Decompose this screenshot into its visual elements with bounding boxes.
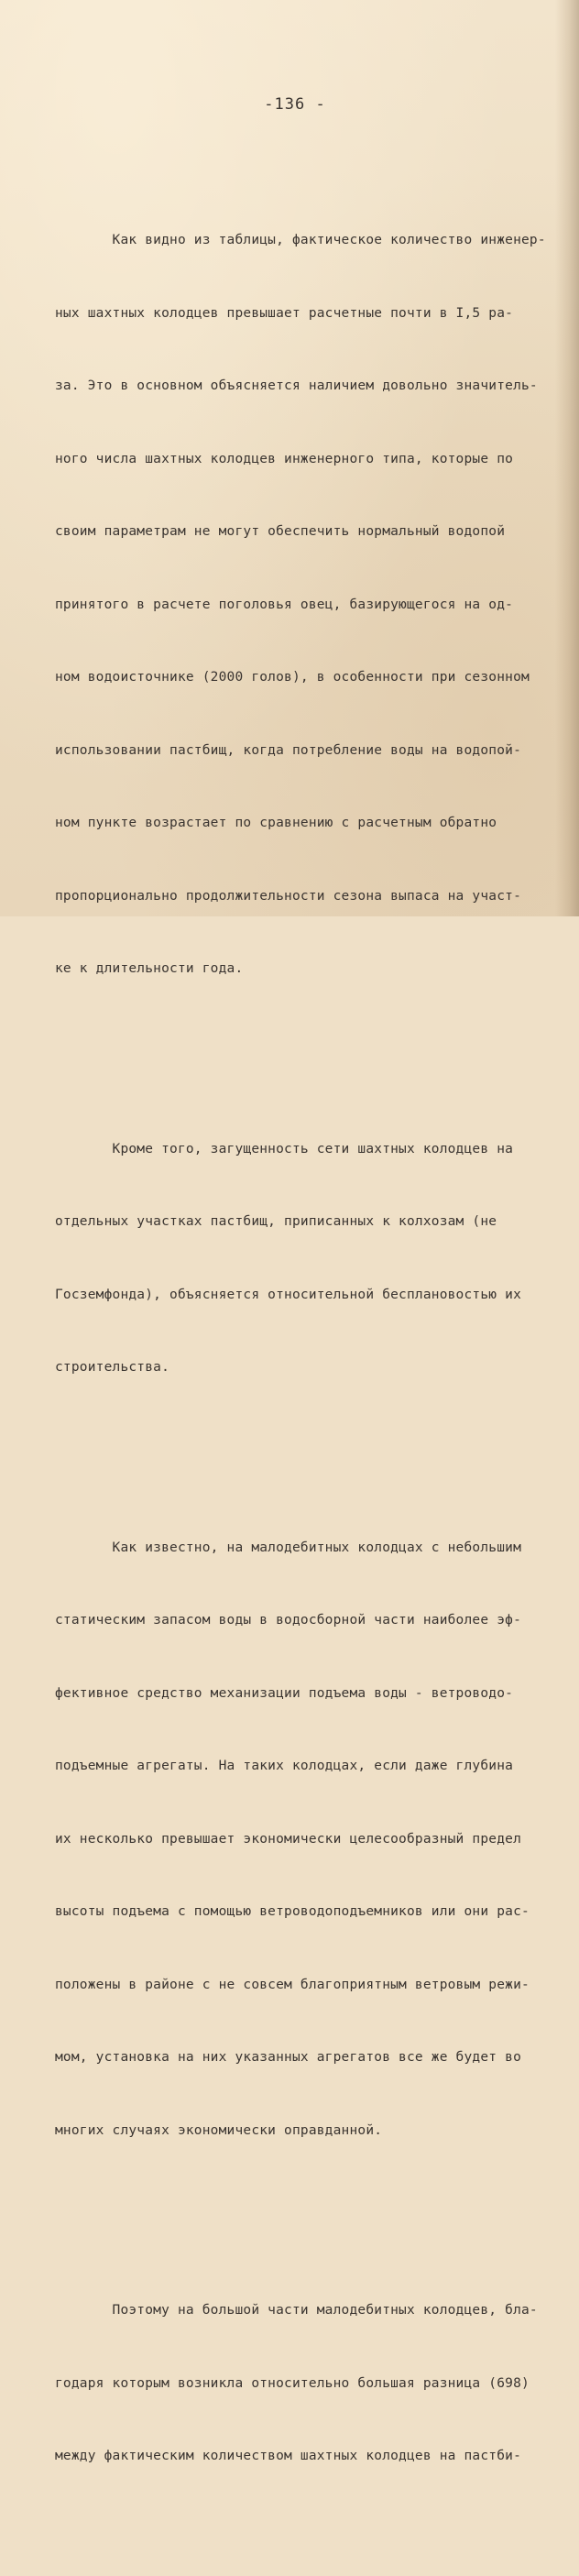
text-line: ном водоисточнике (2000 голов), в особенности при сезонном xyxy=(55,670,530,685)
text-line: за. Это в основном объясняется наличием довольно значитель- xyxy=(55,378,538,393)
paragraph-2 xyxy=(55,1089,521,1429)
text-line: их несколько превышает экономически целесообразный предел xyxy=(55,1831,521,1847)
text-line: между фактическим количеством шахтных колодцев на пастби- xyxy=(55,2449,521,2463)
page-edge-shadow xyxy=(555,0,579,916)
text-line: Поэтому на большой части малодебитных колодцев, бла- xyxy=(55,2303,538,2318)
text-line: мом, установка на них указанных агрегатов все же будет во xyxy=(55,2050,521,2065)
text-line: строительства. xyxy=(55,1360,170,1375)
paragraph-3 xyxy=(55,1487,530,2192)
paragraph-1 xyxy=(55,180,546,1030)
text-line: отдельных участках пастбищ, приписанных к колхозам (не xyxy=(55,1214,497,1229)
text-line: ного числа шахтных колодцев инженерного типа, которые по xyxy=(55,451,514,466)
text-line: годаря которым возникла относительно большая разница (698) xyxy=(55,2375,530,2391)
text-line: многих случаях экономически оправданной. xyxy=(55,2122,383,2138)
text-line: Госземфонда), объясняется относительной бесплановостью их xyxy=(55,1287,521,1302)
text-line: принятого в расчете поголовья овец, базирующегося на од- xyxy=(55,597,514,612)
text-line: пропорционально продолжительности сезона выпаса на участ- xyxy=(55,888,521,904)
text-line: положены в районе с не совсем благоприятным ветровым режи- xyxy=(55,1977,530,1992)
text-line: подъемные агрегаты. На таких колодцах, если даже глубина xyxy=(55,1759,514,1773)
text-line: ных шахтных колодцев превышает расчетные почти в I,5 ра- xyxy=(55,305,514,321)
text-line: статическим запасом воды в водосборной части наиболее эф- xyxy=(55,1613,521,1628)
text-line: использовании пастбищ, когда потребление воды на водопой- xyxy=(55,742,521,758)
text-line: Как видно из таблицы, фактическое количество инженер- xyxy=(55,233,546,247)
text-line: Кроме того, загущенность сети шахтных колодцев на xyxy=(55,1141,514,1156)
text-line: фективное средство механизации подъема воды - ветроводо- xyxy=(55,1685,514,1701)
text-line: высоты подъема с помощью ветроводоподъемников или они рас- xyxy=(55,1904,530,1919)
body-text xyxy=(55,131,546,2576)
paragraph-4 xyxy=(55,2250,538,2517)
page-number: -136 - xyxy=(264,95,326,114)
text-line: ке к длительности года. xyxy=(55,961,244,976)
text-line: своим параметрам не могут обеспечить нормальный водопой xyxy=(55,524,506,539)
text-line: Как известно, на малодебитных колодцах с небольшим xyxy=(55,1540,521,1555)
text-line: ном пункте возрастает по сравнению с расчетным обратно xyxy=(55,816,497,830)
